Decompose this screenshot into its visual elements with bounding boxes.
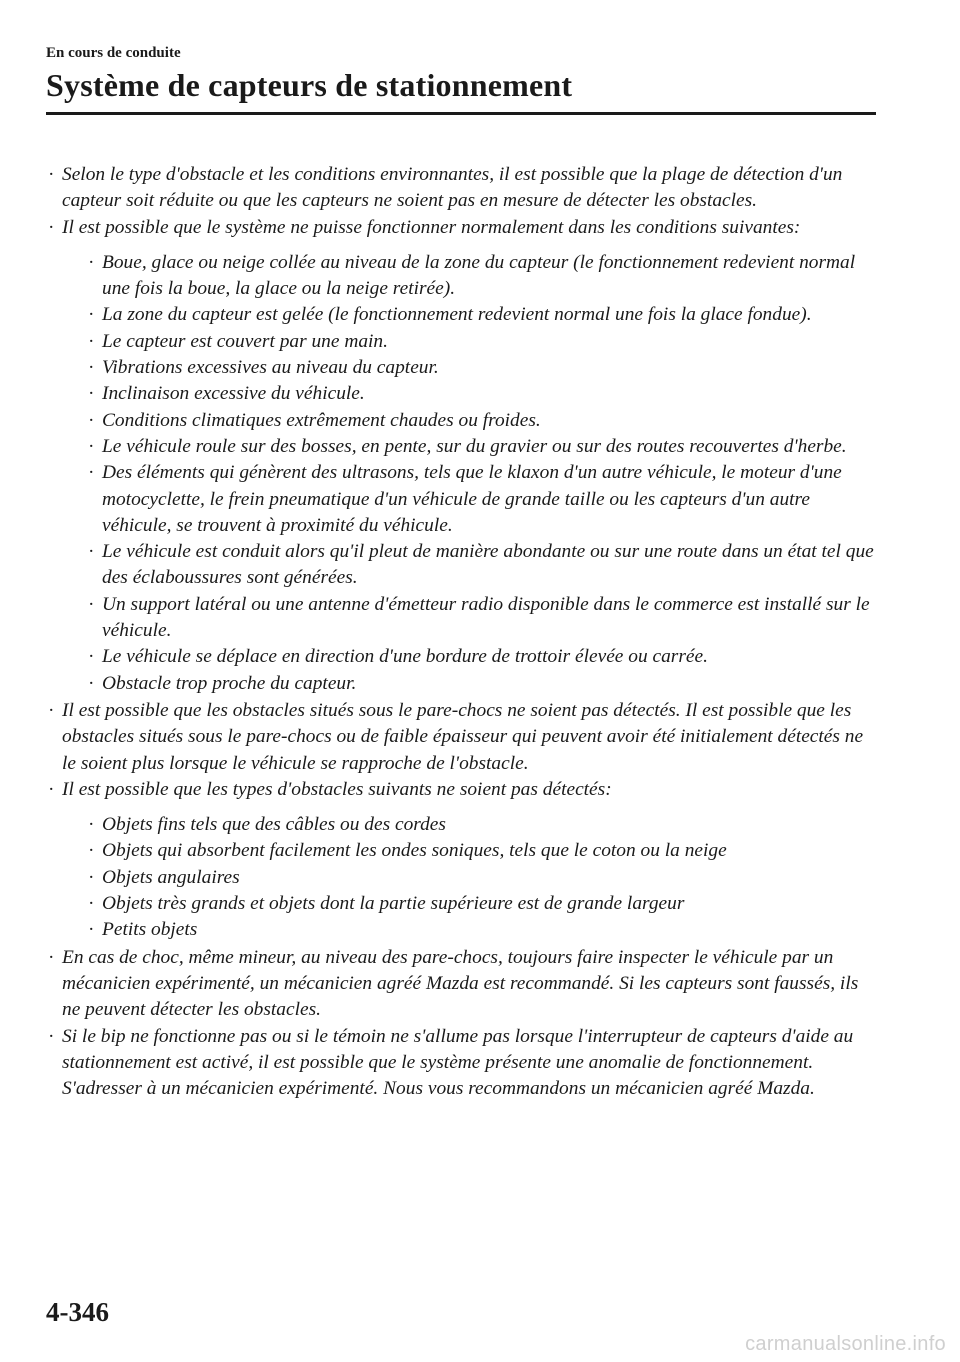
conditions-sublist bbox=[62, 250, 880, 697]
sub-list-item: · Le véhicule se déplace en direction d'une bordure de trottoir élevée ou carrée. bbox=[62, 644, 880, 670]
list-item bbox=[46, 215, 880, 697]
sub-list-item: · Le véhicule est conduit alors qu'il pleut de manière abondante ou sur une route dans un état tel que des éclaboussures sont générées. bbox=[62, 539, 880, 592]
main-bullet-list bbox=[46, 162, 880, 1102]
sub-list-item: · Un support latéral ou une antenne d'émetteur radio disponible dans le commerce est installé sur le véhicule. bbox=[62, 592, 880, 645]
sub-list-item: · La zone du capteur est gelée (le fonctionnement redevient normal une fois la glace fondue). bbox=[62, 302, 880, 328]
list-item: · Selon le type d'obstacle et les conditions environnantes, il est possible que la plage de détection d'un capteur soit réduite ou que les capteurs ne soient pas en mesure de détecter les obstacles. bbox=[46, 162, 880, 215]
list-item: · En cas de choc, même mineur, au niveau des pare-chocs, toujours faire inspecter le véhicule par un mécanicien expérimenté, un mécanicien agréé Mazda est recommandé. Si les capteurs sont faussés, ils ne peuvent détecter les obstacles. bbox=[46, 945, 880, 1024]
sub-list-item: · Obstacle trop proche du capteur. bbox=[62, 671, 880, 697]
list-item: · Si le bip ne fonctionne pas ou si le témoin ne s'allume pas lorsque l'interrupteur de capteurs d'aide au stationnement est activé, il est possible que le système présente une anomalie de fonctionnement. S'adresser à un mécanicien expérimenté. Nous vous recommandons un mécanicien agréé Mazda. bbox=[46, 1024, 880, 1103]
sub-list-item: · Petits objets bbox=[62, 917, 880, 943]
sub-list-item: · Conditions climatiques extrêmement chaudes ou froides. bbox=[62, 408, 880, 434]
list-item: · Il est possible que les obstacles situés sous le pare-chocs ne soient pas détectés. Il est possible que les obstacles situés sous le pare-chocs ou de faible épaisseur qui peuvent avoir été initialement détectés ne le soient plus lorsque le véhicule se rapproche de l'obstacle. bbox=[46, 698, 880, 777]
sub-list-item: · Objets fins tels que des câbles ou des cordes bbox=[62, 812, 880, 838]
body-content bbox=[46, 162, 880, 1102]
page-number: 4-346 bbox=[46, 1297, 109, 1327]
sub-list-item: · Des éléments qui génèrent des ultrasons, tels que le klaxon d'un autre véhicule, le moteur d'une motocyclette, le frein pneumatique d'un véhicule de grande taille ou les capteurs d'un autre véhicule, se trouvent à proximité du véhicule. bbox=[62, 460, 880, 539]
watermark: carmanualsonline.info bbox=[745, 1333, 946, 1355]
sub-list-item: · Objets qui absorbent facilement les ondes soniques, tels que le coton ou la neige bbox=[62, 838, 880, 864]
list-item-text: Il est possible que le système ne puisse fonctionner normalement dans les conditions suivantes: bbox=[62, 216, 801, 238]
sub-list-item: · Le capteur est couvert par une main. bbox=[62, 329, 880, 355]
sub-list-item: · Le véhicule roule sur des bosses, en pente, sur du gravier ou sur des routes recouvertes d'herbe. bbox=[62, 434, 880, 460]
sub-list-item: · Vibrations excessives au niveau du capteur. bbox=[62, 355, 880, 381]
list-item bbox=[46, 777, 880, 944]
obstacle-types-sublist bbox=[62, 812, 880, 943]
page-header bbox=[46, 44, 876, 115]
page-title: Système de capteurs de stationnement bbox=[46, 67, 573, 103]
sub-list-item: · Objets angulaires bbox=[62, 865, 880, 891]
sub-list-item: · Objets très grands et objets dont la partie supérieure est de grande largeur bbox=[62, 891, 880, 917]
sub-list-item: · Inclinaison excessive du véhicule. bbox=[62, 381, 880, 407]
section-label: En cours de conduite bbox=[46, 45, 181, 61]
header-divider bbox=[46, 112, 876, 115]
list-item-text: Il est possible que les types d'obstacles suivants ne soient pas détectés: bbox=[62, 778, 612, 800]
sub-list-item: · Boue, glace ou neige collée au niveau de la zone du capteur (le fonctionnement redevient normal une fois la boue, la glace ou la neige retirée). bbox=[62, 250, 880, 303]
